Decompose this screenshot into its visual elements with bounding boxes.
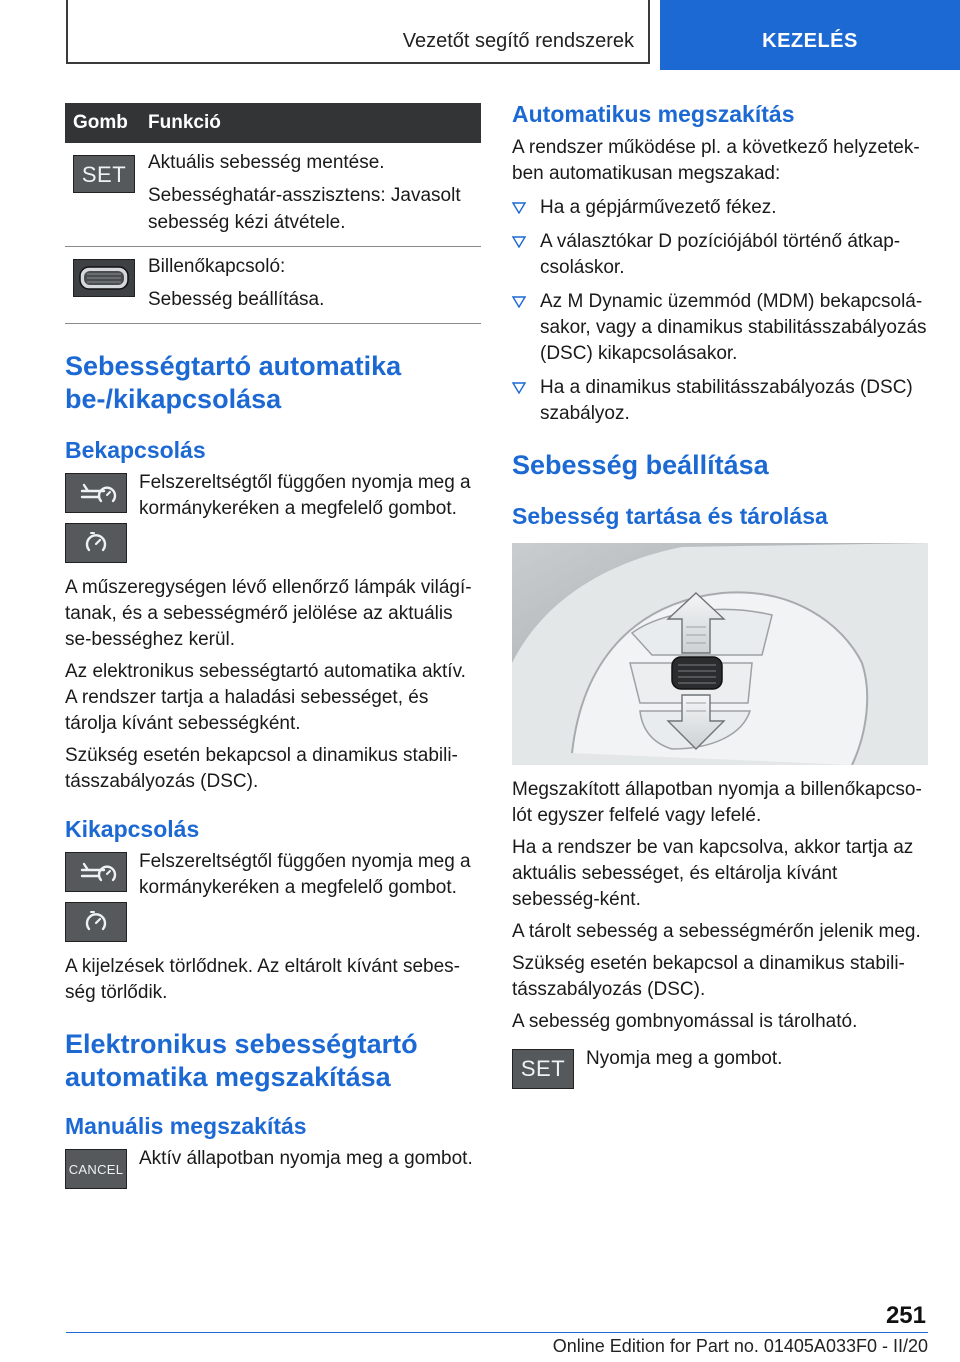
subsection-title-automatic: Automatikus megszakítás [512,101,795,127]
speed-limiter-icon [65,902,127,942]
section-title-interrupt: Elektronikus sebességtartó automatika megszakítása [65,1029,418,1092]
triangle-bullet-icon [512,202,526,214]
left-column [65,103,481,1189]
paragraph: Az elektronikus sebességtartó automatika aktív. A rendszer tartja a haladási sebességet, és tárolja kívánt sebességként. [65,661,466,734]
subsection-title-speed-store: Sebesség tartása és tárolása [512,503,828,529]
function-text: Billenőkapcsoló: [148,256,286,277]
table-row [65,247,481,324]
instruction-text: Aktív állapotban nyomja meg a gombot. [139,1148,473,1169]
set-button-icon: SET [73,155,135,193]
subsection-title-switch-on: Bekapcsolás [65,437,206,463]
cruise-control-icon [65,852,127,892]
set-button-icon: SET [512,1049,574,1089]
icon-instruction [512,1049,928,1089]
paragraph: A kijelzések törlődnek. Az eltárolt kívánt sebes-ség törlődik. [65,956,460,1003]
section-title-speed: Sebesség beállítása [512,450,769,480]
paragraph: A rendszer működése pl. a következő helyzetek-ben automatikusan megszakad: [512,137,920,184]
bullet-list [512,195,928,427]
paragraph: Szükség esetén bekapcsol a dinamikus stabili-tásszabályozás (DSC). [512,953,905,1000]
paragraph: Megszakított állapotban nyomja a billenőkapcso-lót egyszer felfelé vagy lefelé. [512,779,922,826]
paragraph: A tárolt sebesség a sebességmérőn jelenik meg. [512,921,921,942]
instruction-text: Felszereltségtől függően nyomja meg a kormánykeréken a megfelelő gombot. [139,851,471,898]
page-number: 251 [885,1302,926,1329]
cruise-control-icon [65,473,127,513]
paragraph: A műszeregységen lévő ellenőrző lámpák világí-tanak, és a sebességmérő jelölése az aktuális se-bességhez kerül. [65,577,472,650]
subsection-title-manual: Manuális megszakítás [65,1113,307,1139]
steering-wheel-illustration [512,543,928,765]
cancel-button-icon: CANCEL [65,1149,127,1189]
list-item: A választókar D pozíciójából történő átkap-csoláskor. [512,229,928,281]
rocker-switch-icon [73,259,135,297]
function-text: Aktuális sebesség mentése. [148,152,385,173]
table-header-row [65,103,481,143]
column-header-button: Gomb [65,103,140,143]
icon-instruction [65,852,481,942]
right-column [512,100,928,1089]
section-tab [660,0,960,70]
speed-limiter-icon [65,523,127,563]
section-title-on-off: Sebességtartó automatika be-/kikapcsolása [65,351,402,414]
column-header-function: Funkció [140,103,481,143]
function-table [65,103,481,324]
paragraph: A sebesség gombnyomással is tárolható. [512,1011,858,1032]
icon-instruction [65,473,481,563]
list-item: Ha a gépjárművezető fékez. [512,195,928,221]
table-row [65,143,481,247]
paragraph: Szükség esetén bekapcsol a dinamikus stabili-tásszabályozás (DSC). [65,745,458,792]
list-item: Ha a dinamikus stabilitásszabályozás (DSC) szabályoz. [512,375,928,427]
instruction-text: Felszereltségtől függően nyomja meg a kormánykeréken a megfelelő gombot. [139,472,471,519]
footer-divider [66,1332,928,1333]
chapter-title: Vezetőt segítő rendszerek [402,30,634,52]
function-text: Sebesség beállítása. [148,289,325,310]
triangle-bullet-icon [512,296,526,308]
header-box [66,0,650,64]
section-tab-label: KEZELÉS [762,30,858,52]
function-text: Sebességhatár-asszisztens: Javasolt sebesség kézi átvétele. [148,185,461,233]
subsection-title-switch-off: Kikapcsolás [65,816,200,842]
triangle-bullet-icon [512,236,526,248]
edition-text: Online Edition for Part no. 01405A033F0 - II/20 [552,1336,928,1356]
triangle-bullet-icon [512,382,526,394]
paragraph: Ha a rendszer be van kapcsolva, akkor tartja az aktuális sebességet, és eltárolja kívánt sebesség-ként. [512,837,914,910]
icon-instruction [65,1149,481,1189]
list-item: Az M Dynamic üzemmód (MDM) bekapcsolá-sakor, vagy a dinamikus stabilitásszabályozás (DSC) kikapcsolásakor. [512,289,928,367]
instruction-text: Nyomja meg a gombot. [586,1048,783,1069]
